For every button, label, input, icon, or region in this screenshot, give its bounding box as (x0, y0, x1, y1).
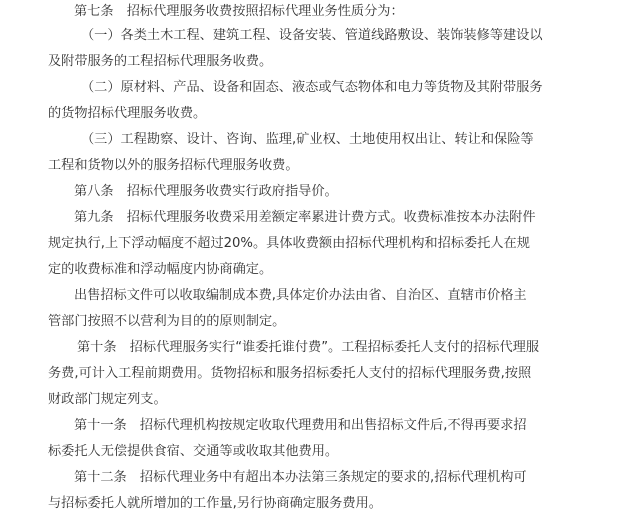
article-10-line-3: 财政部门规定列支。 (48, 392, 167, 407)
article-10-line-1: 第十条 招标代理服务实行“谁委托谁付费”。工程招标委托人支付的招标代理服 (77, 340, 540, 355)
article-9-line-2: 规定执行,上下浮动幅度不超过20%。具体收费额由招标代理机构和招标委托人在规 (48, 236, 530, 251)
article-10-line-2: 务费,可计入工程前期费用。货物招标和服务招标委托人支付的招标代理服务费,按照 (48, 366, 532, 381)
article-7-item-1-line-2: 及附带服务的工程招标代理服务收费。 (48, 54, 273, 69)
article-12-line-2: 与招标委托人就所增加的工作量,另行协商确定服务费用。 (48, 496, 382, 511)
article-7-item-3-line-1: （三）工程勘察、设计、咨询、监理,矿业权、土地使用权出让、转让和保险等 (81, 132, 534, 147)
article-9-line-3: 定的收费标准和浮动幅度内协商确定。 (48, 262, 273, 277)
article-7-heading-line: 第七条 招标代理服务收费按照招标代理业务性质分为： (74, 4, 404, 19)
article-11-line-2: 标委托人无偿提供食宿、交通等或收取其他费用。 (48, 444, 339, 459)
tender-document-fee-line-2: 管部门按照不以营利为目的的原则制定。 (48, 314, 286, 329)
article-8-line: 第八条 招标代理服务收费实行政府指导价。 (74, 184, 338, 199)
article-9-line-1: 第九条 招标代理服务收费采用差额定率累进计费方式。收费标准按本办法附件 (74, 210, 536, 225)
article-11-line-1: 第十一条 招标代理机构按规定收取代理费用和出售招标文件后,不得再要求招 (74, 418, 527, 433)
article-7-item-3-line-2: 工程和货物以外的服务招标代理服务收费。 (48, 158, 299, 173)
tender-document-fee-line-1: 出售招标文件可以收取编制成本费,具体定价办法由省、自治区、直辖市价格主 (74, 288, 527, 303)
article-7-item-2-line-2: 的货物招标代理服务收费。 (48, 106, 207, 121)
article-12-line-1: 第十二条 招标代理业务中有超出本办法第三条规定的要求的,招标代理机构可 (74, 470, 527, 485)
article-7-item-2-line-1: （二）原材料、产品、设备和固态、液态或气态物体和电力等货物及其附带服务 (81, 80, 543, 95)
article-7-item-1-line-1: （一）各类土木工程、建筑工程、设备安装、管道线路敷设、装饰装修等建设以 (81, 28, 543, 43)
